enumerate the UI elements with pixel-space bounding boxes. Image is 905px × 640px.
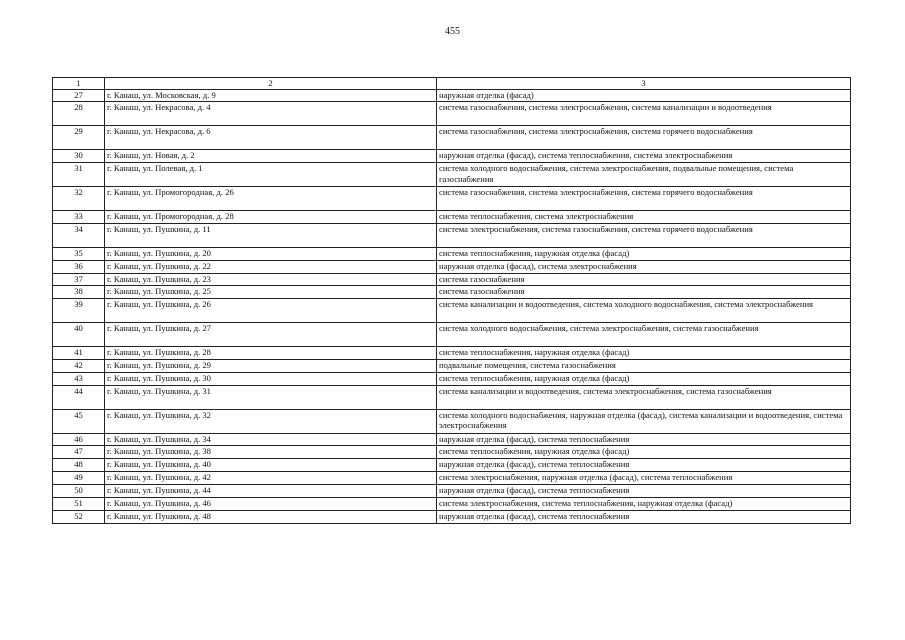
row-number-cell: 38 — [53, 286, 105, 299]
table-header-row — [53, 78, 851, 90]
address-cell: г. Канаш, ул. Пушкина, д. 42 — [105, 472, 437, 485]
row-number-cell: 48 — [53, 459, 105, 472]
table-row — [53, 472, 851, 485]
row-number-cell: 36 — [53, 260, 105, 273]
address-cell: г. Канаш, ул. Некрасова, д. 6 — [105, 126, 437, 150]
table-row — [53, 126, 851, 150]
table-row — [53, 347, 851, 360]
address-cell: г. Канаш, ул. Пушкина, д. 26 — [105, 299, 437, 323]
table-row — [53, 359, 851, 372]
row-number-cell: 28 — [53, 102, 105, 126]
systems-cell: система газоснабжения, система электроснабжения, система горячего водоснабжения — [437, 126, 851, 150]
table-row — [53, 299, 851, 323]
address-cell: г. Канаш, ул. Пушкина, д. 40 — [105, 459, 437, 472]
column-header-address: 2 — [105, 78, 437, 90]
row-number-cell: 31 — [53, 163, 105, 187]
row-number-cell: 45 — [53, 409, 105, 433]
column-header-number: 1 — [53, 78, 105, 90]
systems-cell: наружная отделка (фасад), система теплоснабжения — [437, 485, 851, 498]
row-number-cell: 41 — [53, 347, 105, 360]
systems-cell: наружная отделка (фасад), система теплоснабжения — [437, 459, 851, 472]
address-cell: г. Канаш, ул. Пушкина, д. 44 — [105, 485, 437, 498]
row-number-cell: 42 — [53, 359, 105, 372]
systems-cell: система теплоснабжения, наружная отделка (фасад) — [437, 247, 851, 260]
row-number-cell: 44 — [53, 385, 105, 409]
address-cell: г. Канаш, ул. Пушкина, д. 31 — [105, 385, 437, 409]
table-row — [53, 433, 851, 446]
systems-cell: подвальные помещения, система газоснабжения — [437, 359, 851, 372]
systems-cell: система холодного водоснабжения, наружная отделка (фасад), система канализации и водоотведения, система электроснабжения — [437, 409, 851, 433]
table-row — [53, 260, 851, 273]
table-row — [53, 187, 851, 211]
row-number-cell: 52 — [53, 510, 105, 523]
row-number-cell: 27 — [53, 89, 105, 102]
table-body — [53, 89, 851, 523]
table-row — [53, 210, 851, 223]
systems-cell: наружная отделка (фасад), система электроснабжения — [437, 260, 851, 273]
systems-cell: система холодного водоснабжения, система электроснабжения, система газоснабжения — [437, 323, 851, 347]
systems-cell: система электроснабжения, наружная отделка (фасад), система теплоснабжения — [437, 472, 851, 485]
repair-table — [52, 77, 851, 524]
row-number-cell: 34 — [53, 223, 105, 247]
table-row — [53, 273, 851, 286]
address-cell: г. Канаш, ул. Промогородная, д. 26 — [105, 187, 437, 211]
table-row — [53, 286, 851, 299]
systems-cell: наружная отделка (фасад), система теплоснабжения — [437, 433, 851, 446]
address-cell: г. Канаш, ул. Пушкина, д. 46 — [105, 497, 437, 510]
systems-cell: система газоснабжения — [437, 286, 851, 299]
systems-cell: наружная отделка (фасад) — [437, 89, 851, 102]
table-row — [53, 89, 851, 102]
address-cell: г. Канаш, ул. Некрасова, д. 4 — [105, 102, 437, 126]
systems-cell: система газоснабжения, система электроснабжения, система горячего водоснабжения — [437, 187, 851, 211]
table-row — [53, 409, 851, 433]
systems-cell: система газоснабжения — [437, 273, 851, 286]
systems-cell: система холодного водоснабжения, система электроснабжения, подвальные помещения, система газоснабжения — [437, 163, 851, 187]
address-cell: г. Канаш, ул. Московская, д. 9 — [105, 89, 437, 102]
address-cell: г. Канаш, ул. Пушкина, д. 28 — [105, 347, 437, 360]
row-number-cell: 32 — [53, 187, 105, 211]
table-row — [53, 323, 851, 347]
table-row — [53, 102, 851, 126]
column-header-systems: 3 — [437, 78, 851, 90]
systems-cell: наружная отделка (фасад), система теплоснабжения — [437, 510, 851, 523]
table-row — [53, 372, 851, 385]
table-row — [53, 223, 851, 247]
address-cell: г. Канаш, ул. Пушкина, д. 22 — [105, 260, 437, 273]
address-cell: г. Канаш, ул. Пушкина, д. 29 — [105, 359, 437, 372]
address-cell: г. Канаш, ул. Пушкина, д. 38 — [105, 446, 437, 459]
systems-cell: система электроснабжения, система газоснабжения, система горячего водоснабжения — [437, 223, 851, 247]
systems-cell: система теплоснабжения, система электроснабжения — [437, 210, 851, 223]
address-cell: г. Канаш, ул. Пушкина, д. 20 — [105, 247, 437, 260]
table-row — [53, 247, 851, 260]
row-number-cell: 37 — [53, 273, 105, 286]
row-number-cell: 43 — [53, 372, 105, 385]
table-row — [53, 497, 851, 510]
row-number-cell: 30 — [53, 150, 105, 163]
table-row — [53, 163, 851, 187]
row-number-cell: 49 — [53, 472, 105, 485]
systems-cell: система теплоснабжения, наружная отделка (фасад) — [437, 347, 851, 360]
address-cell: г. Канаш, ул. Пушкина, д. 27 — [105, 323, 437, 347]
systems-cell: система электроснабжения, система теплоснабжения, наружная отделка (фасад) — [437, 497, 851, 510]
row-number-cell: 33 — [53, 210, 105, 223]
address-cell: г. Канаш, ул. Пушкина, д. 23 — [105, 273, 437, 286]
table-row — [53, 459, 851, 472]
address-cell: г. Канаш, ул. Пушкина, д. 30 — [105, 372, 437, 385]
table-row — [53, 446, 851, 459]
systems-cell: система теплоснабжения, наружная отделка (фасад) — [437, 446, 851, 459]
address-cell: г. Канаш, ул. Пушкина, д. 34 — [105, 433, 437, 446]
table-row — [53, 510, 851, 523]
table-row — [53, 385, 851, 409]
row-number-cell: 29 — [53, 126, 105, 150]
address-cell: г. Канаш, ул. Промогородная, д. 28 — [105, 210, 437, 223]
systems-cell: наружная отделка (фасад), система теплоснабжения, система электроснабжения — [437, 150, 851, 163]
row-number-cell: 40 — [53, 323, 105, 347]
row-number-cell: 35 — [53, 247, 105, 260]
address-cell: г. Канаш, ул. Пушкина, д. 11 — [105, 223, 437, 247]
systems-cell: система канализации и водоотведения, система электроснабжения, система газоснабжения — [437, 385, 851, 409]
row-number-cell: 51 — [53, 497, 105, 510]
row-number-cell: 47 — [53, 446, 105, 459]
row-number-cell: 39 — [53, 299, 105, 323]
systems-cell: система газоснабжения, система электроснабжения, система канализации и водоотведения — [437, 102, 851, 126]
address-cell: г. Канаш, ул. Пушкина, д. 48 — [105, 510, 437, 523]
address-cell: г. Канаш, ул. Полевая, д. 1 — [105, 163, 437, 187]
address-cell: г. Канаш, ул. Пушкина, д. 32 — [105, 409, 437, 433]
table-row — [53, 150, 851, 163]
row-number-cell: 46 — [53, 433, 105, 446]
table-row — [53, 485, 851, 498]
systems-cell: система канализации и водоотведения, система холодного водоснабжения, система электроснабжения — [437, 299, 851, 323]
row-number-cell: 50 — [53, 485, 105, 498]
address-cell: г. Канаш, ул. Новая, д. 2 — [105, 150, 437, 163]
address-cell: г. Канаш, ул. Пушкина, д. 25 — [105, 286, 437, 299]
page-number: 455 — [445, 26, 460, 37]
systems-cell: система теплоснабжения, наружная отделка (фасад) — [437, 372, 851, 385]
